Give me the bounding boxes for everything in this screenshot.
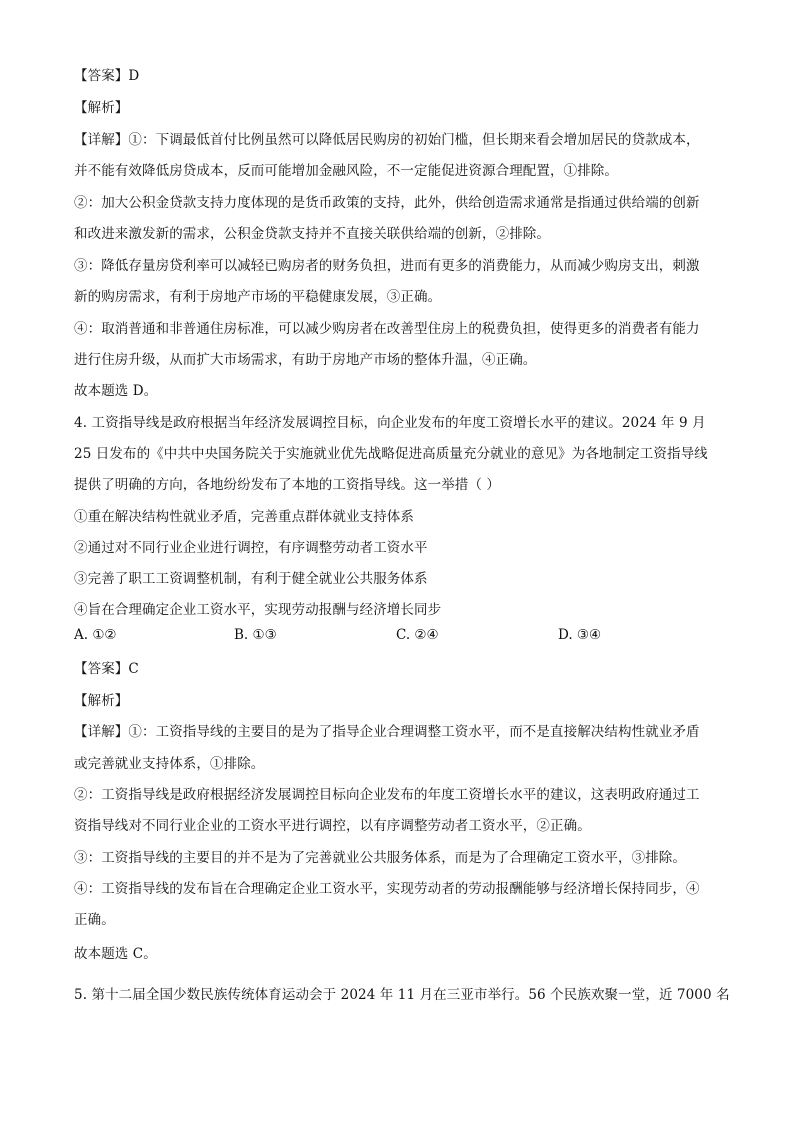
q3-point4-line-2: 进行住房升级，从而扩大市场需求，有助于房地产市场的整体升温，④正确。 [74, 352, 537, 368]
q4-option-b: B. ①③ [234, 627, 277, 643]
q4-point4-line-1: ④：工资指导线的发布旨在合理确定企业工资水平，实现劳动者的劳动报酬能够与经济增长保持同步，④ [74, 881, 700, 897]
q4-point2-line-2: 资指导线对不同行业企业的工资水平进行调控，以有序调整劳动者工资水平，②正确。 [74, 818, 591, 834]
q4-statement-3: ③完善了职工工资调整机制，有利于健全就业公共服务体系 [74, 571, 428, 587]
q4-detail-line-2: 或完善就业支持体系，①排除。 [74, 756, 265, 772]
q4-analysis-heading: 【解析】 [74, 693, 129, 709]
q4-point2-line-1: ②：工资指导线是政府根据经济发展调控目标向企业发布的年度工资增长水平的建议，这表明政府通过工 [74, 787, 700, 803]
q4-point3-line-1: ③：工资指导线的主要目的并不是为了完善就业公共服务体系，而是为了合理确定工资水平，③排除。 [74, 850, 686, 866]
q4-stem-line-1: 4. 工资指导线是政府根据当年经济发展调控目标，向企业发布的年度工资增长水平的建议。2024 年 9 月 [74, 415, 706, 431]
q4-conclusion: 故本题选 C。 [74, 946, 157, 962]
q4-point4-line-2: 正确。 [74, 912, 115, 928]
q4-statement-4: ④旨在合理确定企业工资水平，实现劳动报酬与经济增长同步 [74, 602, 442, 618]
q3-conclusion: 故本题选 D。 [74, 383, 158, 399]
q3-point4-line-1: ④：取消普通和非普通住房标准，可以减少购房者在改善型住房上的税费负担，使得更多的消费者有能力 [74, 321, 700, 337]
q4-answer: 【答案】C [74, 661, 139, 677]
q5-stem-line-1: 5. 第十二届全国少数民族传统体育运动会于 2024 年 11 月在三亚市举行。56 个民族欢聚一堂，近 7000 名 [74, 987, 730, 1003]
q4-statement-2: ②通过对不同行业企业进行调控，有序调整劳动者工资水平 [74, 540, 428, 556]
q3-point3-line-1: ③：降低存量房贷利率可以减轻已购房者的财务负担，进而有更多的消费能力，从而减少购房支出，刺激 [74, 258, 700, 274]
q3-answer: 【答案】D [74, 68, 140, 84]
q4-statement-1: ①重在解决结构性就业矛盾，完善重点群体就业支持体系 [74, 509, 414, 525]
q4-stem-line-2: 25 日发布的《中共中央国务院关于实施就业优先战略促进高质量充分就业的意见》为各地制定工资指导线 [74, 446, 708, 462]
q4-detail-line-1: 【详解】①：工资指导线的主要目的是为了指导企业合理调整工资水平，而不是直接解决结构性就业矛盾 [74, 724, 700, 740]
q3-detail-line-2: 并不能有效降低房贷成本，反而可能增加金融风险，不一定能促进资源合理配置，①排除。 [74, 163, 618, 179]
q3-point2-line-1: ②：加大公积金贷款支持力度体现的是货币政策的支持，此外，供给创造需求通常是指通过供给端的创新 [74, 195, 700, 211]
q4-stem-line-3: 提供了明确的方向，各地纷纷发布了本地的工资指导线。这一举措（ ） [74, 477, 500, 493]
q4-option-d: D. ③④ [558, 627, 602, 643]
q3-point3-line-2: 新的购房需求，有利于房地产市场的平稳健康发展，③正确。 [74, 289, 442, 305]
q4-option-a: A. ①② [74, 627, 117, 643]
q4-option-c: C. ②④ [396, 627, 439, 643]
q3-detail-line-1: 【详解】①：下调最低首付比例虽然可以降低居民购房的初始门槛，但长期来看会增加居民的贷款成本， [74, 132, 700, 148]
q3-point2-line-2: 和改进来激发新的需求，公积金贷款支持并不直接关联供给端的创新，②排除。 [74, 226, 550, 242]
q3-analysis-heading: 【解析】 [74, 100, 129, 116]
q4-options [74, 627, 734, 645]
